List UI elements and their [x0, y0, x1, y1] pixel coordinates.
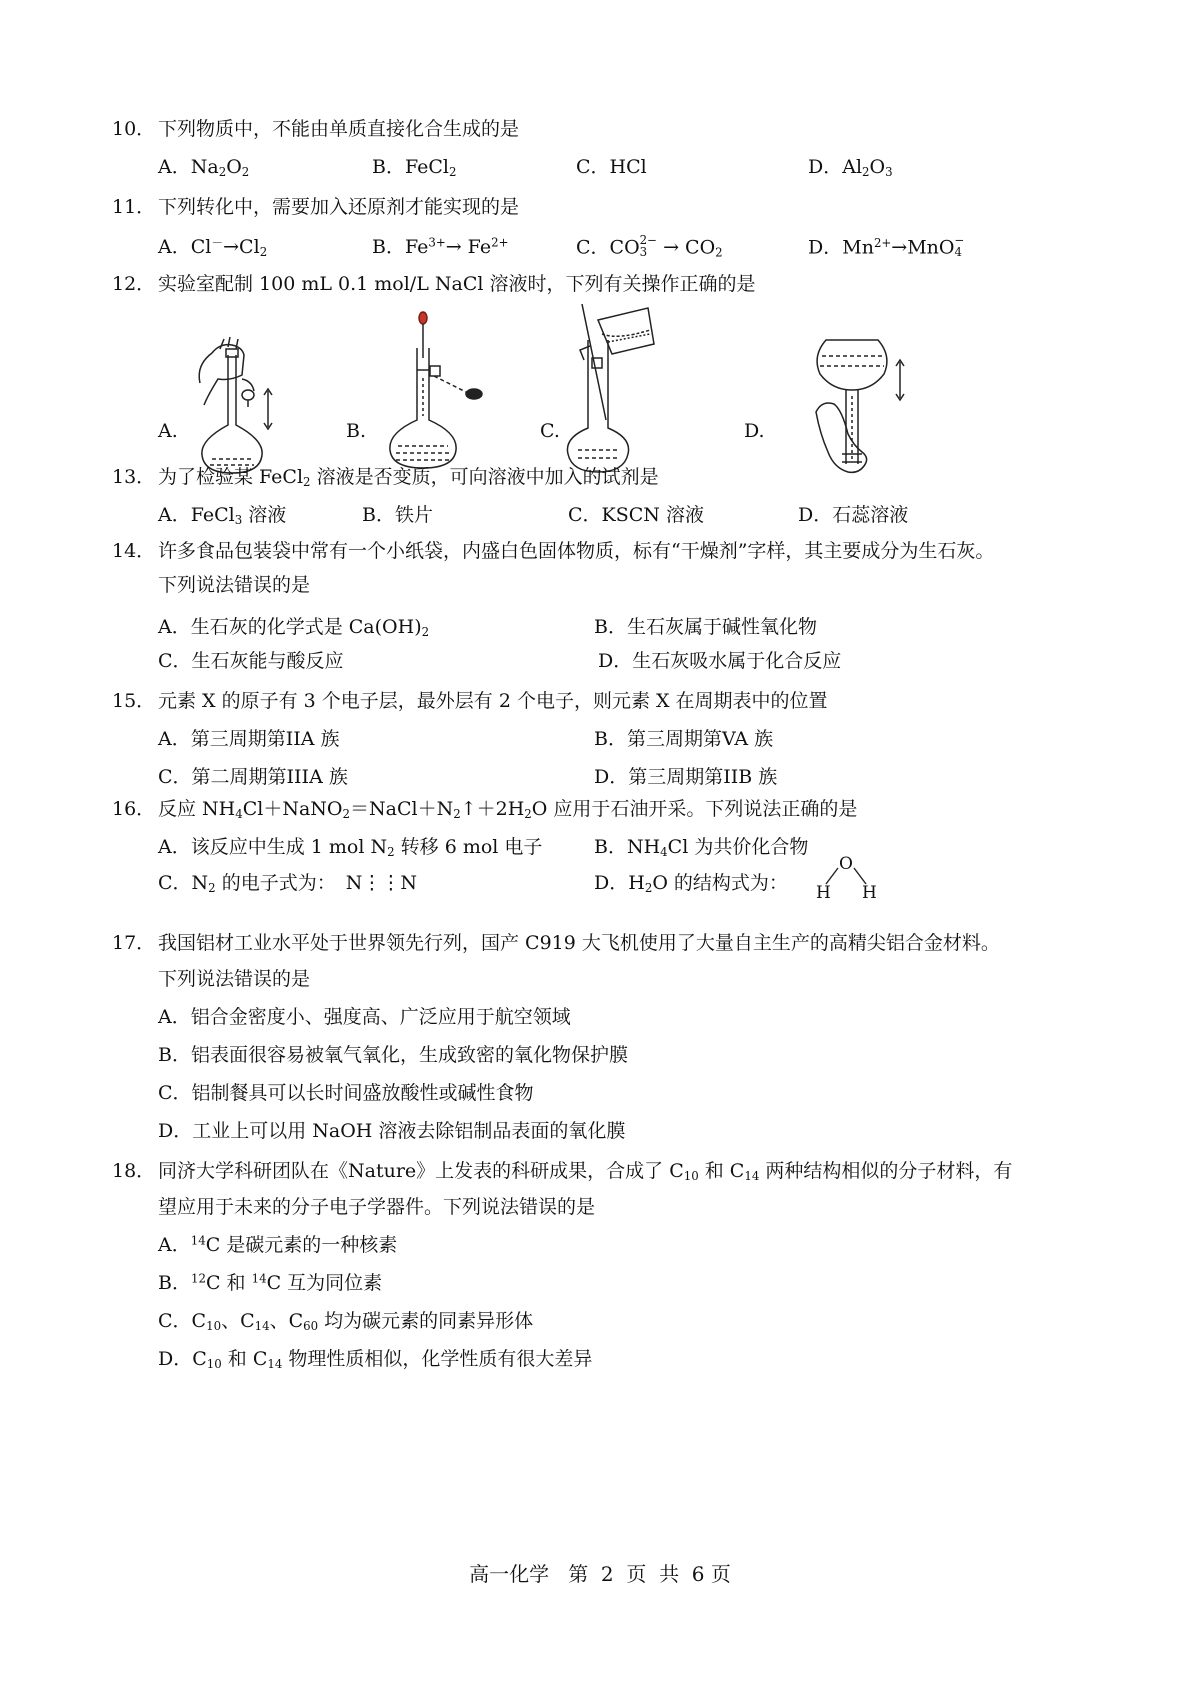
page-footer: 高一化学 第 2 页 共 6 页: [469, 1562, 731, 1586]
question-15: 15． 元素 X 的原子有 3 个电子层，最外层有 2 个电子，则元素 X 在周期表中的位置: [112, 690, 828, 712]
hydrogen-atom: H: [862, 883, 877, 903]
question-stem: 下列转化中，需要加入还原剂才能实现的是: [158, 196, 520, 218]
question-number: 12．: [112, 273, 156, 295]
flask-figure-a: [190, 335, 290, 475]
option-b: B．铝表面很容易被氧气氧化，生成致密的氧化物保护膜: [158, 1044, 628, 1066]
question-number: 17．: [112, 932, 156, 954]
option-c: C．生石灰能与酸反应: [158, 650, 344, 672]
question-stem-cont: 望应用于未来的分子电子学器件。下列说法错误的是: [158, 1196, 596, 1218]
figure-label-b: B.: [346, 420, 367, 442]
option-d: D．第三周期第IIB 族: [594, 766, 778, 788]
question-number: 15．: [112, 690, 156, 712]
water-structure-formula: [812, 856, 882, 902]
option-d: D．$H_2O$ 的结构式为：: [594, 872, 788, 895]
question-number: 11．: [112, 196, 156, 218]
option-b: B．FeCl$_2$: [372, 156, 457, 179]
option-a: A．铝合金密度小、强度高、广泛应用于航空领域: [158, 1006, 571, 1028]
option-a: A．FeCl$_3$ 溶液: [158, 504, 287, 527]
flask-figure-d: [812, 334, 922, 484]
option-c: C．第二周期第IIIA 族: [158, 766, 348, 788]
option-a: A．第三周期第IIA 族: [158, 728, 340, 750]
option-c: C．$N_2$ 的电子式为： N⋮⋮N: [158, 872, 417, 895]
option-d: D．生石灰吸水属于化合反应: [598, 650, 842, 672]
option-a: A．该反应中生成 1 mol $N_2$ 转移 6 mol 电子: [158, 836, 543, 859]
question-stem: 下列物质中，不能由单质直接化合生成的是: [158, 118, 520, 140]
option-b: B．生石灰属于碱性氧化物: [594, 616, 817, 638]
option-c: C．KSCN 溶液: [568, 504, 704, 526]
option-d: D．$C_{10}$ 和 $C_{14}$ 物理性质相似，化学性质有很大差异: [158, 1348, 593, 1371]
flask-figure-b: [368, 308, 478, 478]
question-number: 18．: [112, 1160, 156, 1182]
question-number: 13．: [112, 466, 156, 488]
question-12: [112, 275, 755, 294]
question-stem-cont: 下列说法错误的是: [158, 574, 311, 596]
n2-electron-formula: N⋮⋮N: [345, 872, 417, 894]
hydrogen-atom: H: [816, 883, 831, 903]
option-b: B．第三周期第VA 族: [594, 728, 774, 750]
figure-label-d: D.: [744, 420, 765, 442]
option-d: D．$Al_2O_3$: [808, 156, 893, 179]
question-16: 16． 反应 $NH_4Cl+NaNO_2=NaCl+N_2↑+2H_2O$ 应用于石油开采。下列说法正确的是: [112, 798, 858, 821]
oxygen-atom: O: [839, 854, 853, 874]
option-b: B．$Fe^{3+}\to Fe^{2+}$: [372, 235, 509, 258]
option-c: C．铝制餐具可以长时间盛放酸性或碱性食物: [158, 1082, 534, 1104]
flask-figure-c: [568, 300, 678, 478]
figure-label-c: C.: [540, 420, 560, 442]
question-number: 16．: [112, 798, 156, 820]
option-a: A．$^{14}$C 是碳元素的一种核素: [158, 1233, 398, 1256]
option-b: B．$NH_4Cl$ 为共价化合物: [594, 836, 809, 859]
figure-label-a: A.: [158, 420, 178, 442]
question-stem: 实验室配制 100 mL 0.1 mol/L NaCl 溶液时，下列有关操作正确的是: [158, 273, 756, 295]
question-11: [112, 198, 519, 217]
question-number: 10．: [112, 118, 156, 140]
option-c: C．CO 2− 3 → $CO_2$: [576, 233, 723, 260]
option-a: A．生石灰的化学式是 $Ca(OH)_2$: [158, 616, 430, 639]
option-c: C．$C_{10}$、$C_{14}$、$C_{60}$ 均为碳元素的同素异形体: [158, 1310, 534, 1333]
option-c: C．HCl: [576, 156, 647, 178]
question-stem-cont: 下列说法错误的是: [158, 968, 311, 990]
question-10: [112, 120, 519, 139]
question-14: 14． 许多食品包装袋中常有一个小纸袋，内盛白色固体物质，标有“干燥剂”字样，其主要成分为生石灰。: [112, 540, 995, 562]
option-d: D．工业上可以用 NaOH 溶液去除铝制品表面的氧化膜: [158, 1120, 626, 1142]
option-b: B．$^{12}$C 和 $^{14}$C 互为同位素: [158, 1271, 383, 1294]
option-b: B．铁片: [362, 504, 433, 526]
question-17: 17． 我国铝材工业水平处于世界领先行列，国产 C919 大飞机使用了大量自主生产的高精尖铝合金材料。: [112, 932, 1000, 954]
option-d: D．$Mn^{2+}\to MnO$ − 4: [808, 233, 965, 260]
option-d: D．石蕊溶液: [798, 504, 909, 526]
question-13: 13． 为了检验某 FeCl$_2$ 溶液是否变质，可向溶液中加入的试剂是: [112, 466, 659, 489]
question-number: 14．: [112, 540, 156, 562]
question-18: 18． 同济大学科研团队在《Nature》上发表的科研成果，合成了 $C_{10}$ 和 $C_{14}$ 两种结构相似的分子材料，有: [112, 1160, 1013, 1183]
option-a: A．$Cl^-\to Cl_2$: [158, 235, 268, 259]
option-a: A．$Na_2O_2$: [158, 156, 250, 179]
